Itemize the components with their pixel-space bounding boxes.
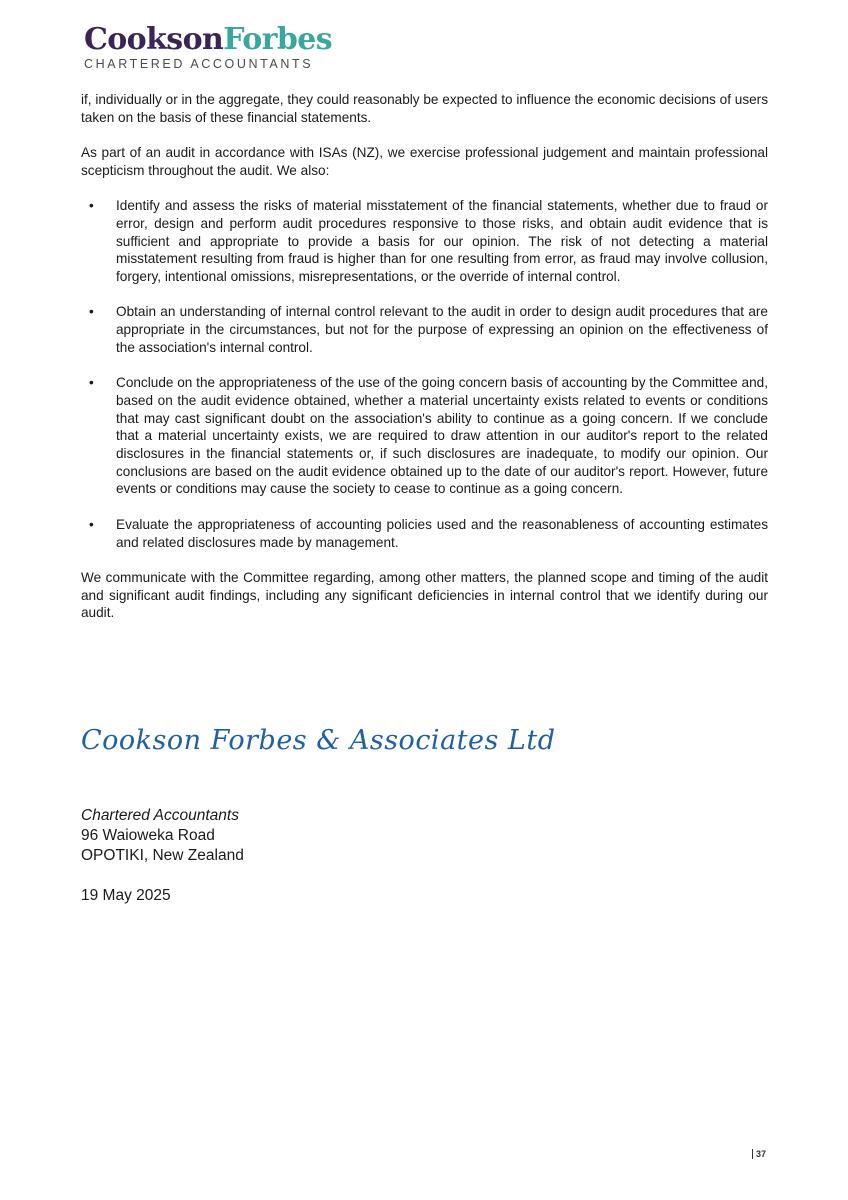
- paragraph-materiality: if, individually or in the aggregate, they could reasonably be expected to influence the economic decisions of users taken on the basis of these financial statements.: [81, 92, 768, 125]
- paragraph-audit-intro: As part of an audit in accordance with ISAs (NZ), we exercise professional judgement and maintain professional scepticism throughout the audit. We also:: [81, 145, 768, 178]
- report-body: [81, 91, 768, 640]
- audit-procedures-list: [81, 197, 768, 551]
- logo-wordmark-part1: Cookson: [84, 22, 224, 57]
- list-item-text: Evaluate the appropriateness of accounting policies used and the reasonableness of accounting estimates and related disclosures made by management.: [116, 516, 768, 550]
- firm-address: [81, 806, 244, 866]
- address-line-1: 96 Waioweka Road: [81, 827, 215, 844]
- bullet-icon: •: [89, 304, 94, 320]
- list-item: [81, 303, 768, 356]
- company-logo: [84, 22, 332, 71]
- list-item: [81, 197, 768, 286]
- list-item-text: Identify and assess the risks of material misstatement of the financial statements, whether due to fraud or error, design and perform audit procedures responsive to those risks, and obtain audit evidence that is sufficient and appropriate to provide a basis for our opinion. The risk of not detecting a material misstatement resulting from fraud is higher than for one resulting from error, as fraud may involve collusion, forgery, intentional omissions, misrepresentations, or the override of internal control.: [116, 198, 768, 284]
- logo-wordmark: [84, 22, 332, 58]
- signature: Cookson Forbes & Associates Ltd: [81, 725, 556, 756]
- list-item: [81, 516, 768, 551]
- list-item: [81, 374, 768, 498]
- paragraph-communication: We communicate with the Committee regarding, among other matters, the planned scope and timing of the audit and significant audit findings, including any significant deficiencies in internal control that we identify during our audit.: [81, 569, 768, 621]
- logo-wordmark-part2: Forbes: [223, 22, 333, 57]
- address-line-2: OPOTIKI, New Zealand: [81, 847, 244, 864]
- address-title: Chartered Accountants: [81, 807, 239, 824]
- bullet-icon: •: [89, 198, 94, 214]
- bullet-icon: •: [89, 516, 94, 532]
- report-date: 19 May 2025: [81, 887, 171, 904]
- list-item-text: Conclude on the appropriateness of the use of the going concern basis of accounting by the Committee and, based on the audit evidence obtained, whether a material uncertainty exists related to events or conditions that may cast significant doubt on the association's ability to continue as a going concern. If we conclude that a material uncertainty exists, we are required to draw attention in our auditor's report to the related disclosures in the financial statements or, if such disclosures are inadequate, to modify our opinion. Our conclusions are based on the audit evidence obtained up to the date of our auditor's report. However, future events or conditions may cause the society to cease to continue as a going concern.: [116, 375, 768, 497]
- page-number: 37: [752, 1149, 766, 1159]
- logo-subtitle: CHARTERED ACCOUNTANTS: [84, 57, 314, 71]
- list-item-text: Obtain an understanding of internal control relevant to the audit in order to design audit procedures that are appropriate in the circumstances, but not for the purpose of expressing an opinion on the effectiveness of the association's internal control.: [116, 304, 768, 355]
- bullet-icon: •: [89, 375, 94, 391]
